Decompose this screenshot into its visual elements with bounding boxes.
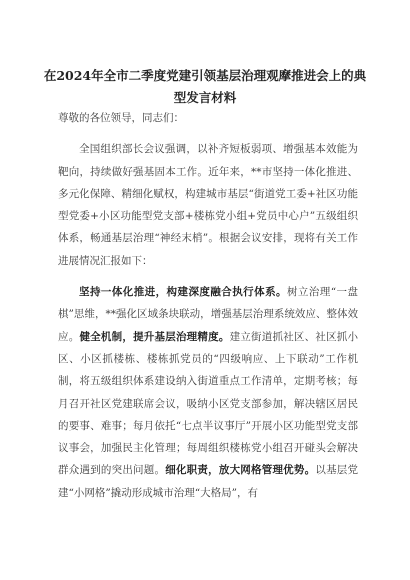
paragraph-text: 树立治理“一盘棋”思维，**强化区域条块联动，增强基层治理系统效应、整体效应。 [58,286,359,343]
paragraph-intro: 全国组织部长会议强调，以补齐短板弱项、增强基本效能为靶向，持续做好强基固本工作。近年来，**市坚持一体化推进、多元化保障、精细化赋权，构建城市基层“街道党工委+社区功能型党委+小区功能型党支部+楼栋党小组+党员中心户”五级组织体系，畅通基层治理“神经末梢”。根据会议安排，现将有关工作进展情况汇报如下： [58,143,358,267]
paragraph-text: 建立街道抓社区、社区抓小区、小区抓楼栋、楼栋抓党员的“四级响应、上下联动”工作机制，将五级组织体系建设纳入街道重点工作清单，定期考核；每月召开社区党建联席会议，吸纳小区党支部参加，解决辖区居民的要事、难事；每月依托“七点半议事厅”开展小区功能型党支部议事会，加强民主化管理；每周组织楼栋党小组召开碰头会解决群众遇到的突出问题。 [58,330,359,477]
subsection-heading-grid: 细化职责，放大网格管理优势。 [165,464,316,477]
paragraph-section-one [58,281,358,504]
document-title: 在2024年全市二季度党建引领基层治理观摩推进会上的典型发言材料 [43,68,367,105]
salutation: 尊敬的各位领导，同志们： [58,112,184,124]
document-body [58,107,358,513]
section-heading: 坚持一体化推进，构建深度融合执行体系。 [79,286,287,299]
subsection-heading-mechanism: 健全机制，提升基层治理精度。 [79,330,230,343]
paragraph-text: 以基层党建“小网格”撬动形成城市治理“大格局”，有 [58,464,359,499]
